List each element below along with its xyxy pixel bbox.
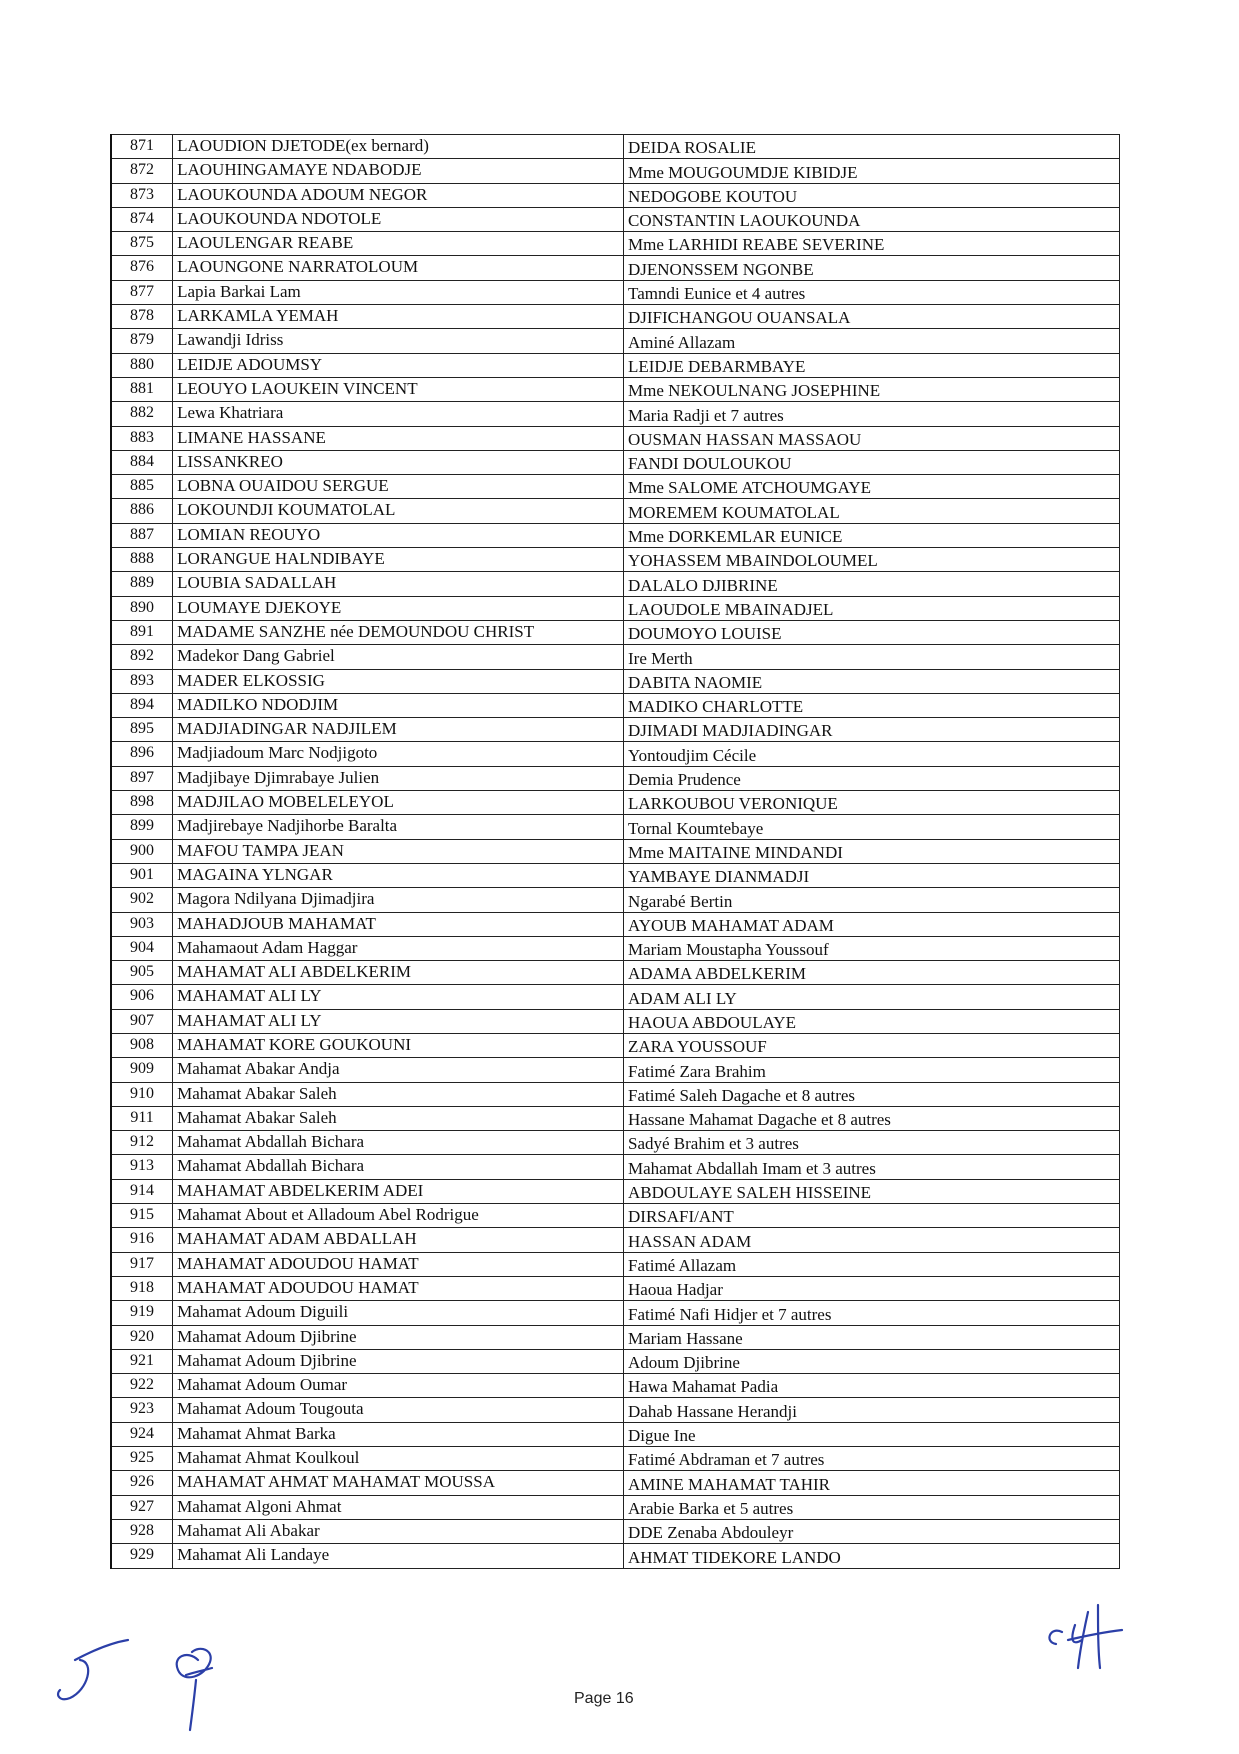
row-number: 882 bbox=[111, 402, 173, 426]
beneficiary-name: LEIDJE DEBARMBAYE bbox=[624, 353, 1120, 377]
row-number: 891 bbox=[111, 620, 173, 644]
deceased-name: LAOUDION DJETODE(ex bernard) bbox=[173, 135, 624, 159]
deceased-name: LAOULENGAR REABE bbox=[173, 232, 624, 256]
row-number: 888 bbox=[111, 548, 173, 572]
beneficiary-name: OUSMAN HASSAN MASSAOU bbox=[624, 426, 1120, 450]
row-number: 873 bbox=[111, 183, 173, 207]
row-number: 903 bbox=[111, 912, 173, 936]
row-number: 919 bbox=[111, 1301, 173, 1325]
deceased-name: MAHAMAT ADOUDOU HAMAT bbox=[173, 1276, 624, 1300]
row-number: 893 bbox=[111, 669, 173, 693]
row-number: 923 bbox=[111, 1398, 173, 1422]
row-number: 879 bbox=[111, 329, 173, 353]
beneficiary-name: Tamndi Eunice et 4 autres bbox=[624, 280, 1120, 304]
row-number: 872 bbox=[111, 159, 173, 183]
beneficiary-name: Mme MAITAINE MINDANDI bbox=[624, 839, 1120, 863]
beneficiary-name: MOREMEM KOUMATOLAL bbox=[624, 499, 1120, 523]
row-number: 924 bbox=[111, 1422, 173, 1446]
beneficiary-name: FANDI DOULOUKOU bbox=[624, 450, 1120, 474]
deceased-name: Mahamat Abdallah Bichara bbox=[173, 1131, 624, 1155]
deceased-name: Mahamat Algoni Ahmat bbox=[173, 1495, 624, 1519]
deceased-name: MADILKO NDODJIM bbox=[173, 693, 624, 717]
beneficiary-name: YOHASSEM MBAINDOLOUMEL bbox=[624, 548, 1120, 572]
beneficiary-name: Aminé Allazam bbox=[624, 329, 1120, 353]
beneficiary-name: Haoua Hadjar bbox=[624, 1276, 1120, 1300]
beneficiary-name: Yontoudjim Cécile bbox=[624, 742, 1120, 766]
deceased-name: Mahamat About et Alladoum Abel Rodrigue bbox=[173, 1204, 624, 1228]
beneficiary-name: DIRSAFI/ANT bbox=[624, 1204, 1120, 1228]
row-number: 881 bbox=[111, 377, 173, 401]
deceased-name: Madekor Dang Gabriel bbox=[173, 645, 624, 669]
row-number: 909 bbox=[111, 1058, 173, 1082]
beneficiary-name: Mme NEKOULNANG JOSEPHINE bbox=[624, 377, 1120, 401]
deceased-name: Magora Ndilyana Djimadjira bbox=[173, 888, 624, 912]
deceased-name: LIMANE HASSANE bbox=[173, 426, 624, 450]
beneficiary-name: Hawa Mahamat Padia bbox=[624, 1374, 1120, 1398]
deceased-name: MAHAMAT ALI LY bbox=[173, 1009, 624, 1033]
deceased-name: Lawandji Idriss bbox=[173, 329, 624, 353]
beneficiary-name: DABITA NAOMIE bbox=[624, 669, 1120, 693]
beneficiary-name: CONSTANTIN LAOUKOUNDA bbox=[624, 207, 1120, 231]
initials-middle-mark bbox=[177, 1649, 212, 1730]
beneficiary-name: DALALO DJIBRINE bbox=[624, 572, 1120, 596]
beneficiary-name: Dahab Hassane Herandji bbox=[624, 1398, 1120, 1422]
deceased-name: MADAME SANZHE née DEMOUNDOU CHRIST bbox=[173, 620, 624, 644]
deceased-name: Mahamat Ahmat Koulkoul bbox=[173, 1447, 624, 1471]
row-number: 883 bbox=[111, 426, 173, 450]
beneficiary-name: DOUMOYO LOUISE bbox=[624, 620, 1120, 644]
row-number: 876 bbox=[111, 256, 173, 280]
beneficiary-name: MADIKO CHARLOTTE bbox=[624, 693, 1120, 717]
beneficiary-name: Fatimé Abdraman et 7 autres bbox=[624, 1447, 1120, 1471]
row-number: 874 bbox=[111, 207, 173, 231]
row-number: 875 bbox=[111, 232, 173, 256]
row-number: 928 bbox=[111, 1519, 173, 1543]
row-number: 878 bbox=[111, 305, 173, 329]
deceased-name: Mahamat Abdallah Bichara bbox=[173, 1155, 624, 1179]
beneficiary-name: Adoum Djibrine bbox=[624, 1349, 1120, 1373]
deceased-name: Madjirebaye Nadjihorbe Baralta bbox=[173, 815, 624, 839]
beneficiary-name: Hassane Mahamat Dagache et 8 autres bbox=[624, 1106, 1120, 1130]
row-number: 925 bbox=[111, 1447, 173, 1471]
row-number: 915 bbox=[111, 1204, 173, 1228]
row-number: 871 bbox=[111, 135, 173, 159]
page-number: Page 16 bbox=[574, 1690, 634, 1707]
beneficiary-name: LAOUDOLE MBAINADJEL bbox=[624, 596, 1120, 620]
beneficiary-name: Digue Ine bbox=[624, 1422, 1120, 1446]
row-number: 889 bbox=[111, 572, 173, 596]
beneficiary-name: YAMBAYE DIANMADJI bbox=[624, 863, 1120, 887]
row-number: 894 bbox=[111, 693, 173, 717]
row-number: 913 bbox=[111, 1155, 173, 1179]
deceased-name: MAHAMAT ADOUDOU HAMAT bbox=[173, 1252, 624, 1276]
beneficiary-name: ABDOULAYE SALEH HISSEINE bbox=[624, 1179, 1120, 1203]
deceased-name: MAHAMAT ABDELKERIM ADEI bbox=[173, 1179, 624, 1203]
row-number: 877 bbox=[111, 280, 173, 304]
deceased-name: MAGAINA YLNGAR bbox=[173, 863, 624, 887]
deceased-name: Mahamat Adoum Tougouta bbox=[173, 1398, 624, 1422]
beneficiary-name: Arabie Barka et 5 autres bbox=[624, 1495, 1120, 1519]
beneficiary-name: Mme LARHIDI REABE SEVERINE bbox=[624, 232, 1120, 256]
row-number: 905 bbox=[111, 961, 173, 985]
row-number: 916 bbox=[111, 1228, 173, 1252]
deceased-name: Lewa Khatriara bbox=[173, 402, 624, 426]
beneficiary-name: Fatimé Saleh Dagache et 8 autres bbox=[624, 1082, 1120, 1106]
beneficiary-name: DEIDA ROSALIE bbox=[624, 135, 1120, 159]
row-number: 927 bbox=[111, 1495, 173, 1519]
deceased-name: Mahamat Adoum Djibrine bbox=[173, 1349, 624, 1373]
deceased-name: Mahamat Ali Abakar bbox=[173, 1519, 624, 1543]
row-number: 918 bbox=[111, 1276, 173, 1300]
row-number: 926 bbox=[111, 1471, 173, 1495]
deceased-name: Madjiadoum Marc Nodjigoto bbox=[173, 742, 624, 766]
deceased-name: MAHAMAT KORE GOUKOUNI bbox=[173, 1033, 624, 1057]
deceased-name: Mahamat Abakar Saleh bbox=[173, 1082, 624, 1106]
beneficiary-name: Maria Radji et 7 autres bbox=[624, 402, 1120, 426]
deceased-name: LOMIAN REOUYO bbox=[173, 523, 624, 547]
deceased-name: Mahamat Abakar Saleh bbox=[173, 1106, 624, 1130]
deceased-name: LOUMAYE DJEKOYE bbox=[173, 596, 624, 620]
row-number: 898 bbox=[111, 791, 173, 815]
deceased-name: LOKOUNDJI KOUMATOLAL bbox=[173, 499, 624, 523]
row-number: 901 bbox=[111, 863, 173, 887]
beneficiary-name: AMINE MAHAMAT TAHIR bbox=[624, 1471, 1120, 1495]
row-number: 911 bbox=[111, 1106, 173, 1130]
row-number: 929 bbox=[111, 1544, 173, 1568]
beneficiary-name: Demia Prudence bbox=[624, 766, 1120, 790]
deceased-name: Mahamat Abakar Andja bbox=[173, 1058, 624, 1082]
beneficiary-name: Mariam Hassane bbox=[624, 1325, 1120, 1349]
deceased-name: LAOUKOUNDA NDOTOLE bbox=[173, 207, 624, 231]
deceased-name: MADJILAO MOBELELEYOL bbox=[173, 791, 624, 815]
beneficiary-name: DJIFICHANGOU OUANSALA bbox=[624, 305, 1120, 329]
beneficiary-name: Mme MOUGOUMDJE KIBIDJE bbox=[624, 159, 1120, 183]
row-number: 906 bbox=[111, 985, 173, 1009]
beneficiary-name: Ire Merth bbox=[624, 645, 1120, 669]
initials-right-mark bbox=[1049, 1605, 1122, 1668]
beneficiary-name: Sadyé Brahim et 3 autres bbox=[624, 1131, 1120, 1155]
deceased-name: MAFOU TAMPA JEAN bbox=[173, 839, 624, 863]
row-number: 899 bbox=[111, 815, 173, 839]
row-number: 904 bbox=[111, 936, 173, 960]
row-number: 921 bbox=[111, 1349, 173, 1373]
beneficiary-name: ADAMA ABDELKERIM bbox=[624, 961, 1120, 985]
deceased-name: LAOUKOUNDA ADOUM NEGOR bbox=[173, 183, 624, 207]
deceased-name: MADER ELKOSSIG bbox=[173, 669, 624, 693]
deceased-name: Mahamat Adoum Oumar bbox=[173, 1374, 624, 1398]
deceased-name: Mahamat Ahmat Barka bbox=[173, 1422, 624, 1446]
row-number: 892 bbox=[111, 645, 173, 669]
deceased-name: LARKAMLA YEMAH bbox=[173, 305, 624, 329]
row-number: 908 bbox=[111, 1033, 173, 1057]
row-number: 885 bbox=[111, 475, 173, 499]
deceased-name: LORANGUE HALNDIBAYE bbox=[173, 548, 624, 572]
row-number: 880 bbox=[111, 353, 173, 377]
beneficiary-name: Mahamat Abdallah Imam et 3 autres bbox=[624, 1155, 1120, 1179]
row-number: 912 bbox=[111, 1131, 173, 1155]
row-number: 910 bbox=[111, 1082, 173, 1106]
beneficiary-name: LARKOUBOU VERONIQUE bbox=[624, 791, 1120, 815]
row-number: 890 bbox=[111, 596, 173, 620]
deceased-name: MAHAMAT AHMAT MAHAMAT MOUSSA bbox=[173, 1471, 624, 1495]
deceased-name: LOBNA OUAIDOU SERGUE bbox=[173, 475, 624, 499]
beneficiary-name: Fatimé Allazam bbox=[624, 1252, 1120, 1276]
deceased-name: Mahamat Adoum Djibrine bbox=[173, 1325, 624, 1349]
beneficiary-name: HAOUA ABDOULAYE bbox=[624, 1009, 1120, 1033]
beneficiary-name: Ngarabé Bertin bbox=[624, 888, 1120, 912]
beneficiary-name: DJENONSSEM NGONBE bbox=[624, 256, 1120, 280]
beneficiary-name: DDE Zenaba Abdouleyr bbox=[624, 1519, 1120, 1543]
deceased-name: LAOUNGONE NARRATOLOUM bbox=[173, 256, 624, 280]
beneficiary-name: AHMAT TIDEKORE LANDO bbox=[624, 1544, 1120, 1568]
beneficiary-name: Tornal Koumtebaye bbox=[624, 815, 1120, 839]
row-number: 922 bbox=[111, 1374, 173, 1398]
deceased-name: LAOUHINGAMAYE NDABODJE bbox=[173, 159, 624, 183]
row-number: 896 bbox=[111, 742, 173, 766]
deceased-name: MADJIADINGAR NADJILEM bbox=[173, 718, 624, 742]
initials-left-mark bbox=[58, 1640, 128, 1699]
deceased-name: Mahamaout Adam Haggar bbox=[173, 936, 624, 960]
deceased-name: MAHADJOUB MAHAMAT bbox=[173, 912, 624, 936]
deceased-name: LISSANKREO bbox=[173, 450, 624, 474]
deceased-name: Lapia Barkai Lam bbox=[173, 280, 624, 304]
deceased-name: MAHAMAT ALI ABDELKERIM bbox=[173, 961, 624, 985]
beneficiary-name: ZARA YOUSSOUF bbox=[624, 1033, 1120, 1057]
row-number: 900 bbox=[111, 839, 173, 863]
row-number: 914 bbox=[111, 1179, 173, 1203]
row-number: 920 bbox=[111, 1325, 173, 1349]
row-number: 884 bbox=[111, 450, 173, 474]
deceased-name: LOUBIA SADALLAH bbox=[173, 572, 624, 596]
beneficiary-name: NEDOGOBE KOUTOU bbox=[624, 183, 1120, 207]
beneficiary-name: AYOUB MAHAMAT ADAM bbox=[624, 912, 1120, 936]
row-number: 902 bbox=[111, 888, 173, 912]
row-number: 897 bbox=[111, 766, 173, 790]
beneficiary-name: Mme SALOME ATCHOUMGAYE bbox=[624, 475, 1120, 499]
deceased-name: MAHAMAT ADAM ABDALLAH bbox=[173, 1228, 624, 1252]
row-number: 886 bbox=[111, 499, 173, 523]
deceased-name: LEOUYO LAOUKEIN VINCENT bbox=[173, 377, 624, 401]
row-number: 907 bbox=[111, 1009, 173, 1033]
beneficiary-name: Mme DORKEMLAR EUNICE bbox=[624, 523, 1120, 547]
deceased-name: Mahamat Adoum Diguili bbox=[173, 1301, 624, 1325]
beneficiary-name: HASSAN ADAM bbox=[624, 1228, 1120, 1252]
beneficiary-name: ADAM ALI LY bbox=[624, 985, 1120, 1009]
deceased-name: LEIDJE ADOUMSY bbox=[173, 353, 624, 377]
beneficiary-name: Fatimé Zara Brahim bbox=[624, 1058, 1120, 1082]
beneficiary-name: Fatimé Nafi Hidjer et 7 autres bbox=[624, 1301, 1120, 1325]
row-number: 895 bbox=[111, 718, 173, 742]
deceased-name: MAHAMAT ALI LY bbox=[173, 985, 624, 1009]
row-number: 917 bbox=[111, 1252, 173, 1276]
deceased-name: Madjibaye Djimrabaye Julien bbox=[173, 766, 624, 790]
deceased-name: Mahamat Ali Landaye bbox=[173, 1544, 624, 1568]
beneficiary-name: Mariam Moustapha Youssouf bbox=[624, 936, 1120, 960]
beneficiary-name: DJIMADI MADJIADINGAR bbox=[624, 718, 1120, 742]
row-number: 887 bbox=[111, 523, 173, 547]
